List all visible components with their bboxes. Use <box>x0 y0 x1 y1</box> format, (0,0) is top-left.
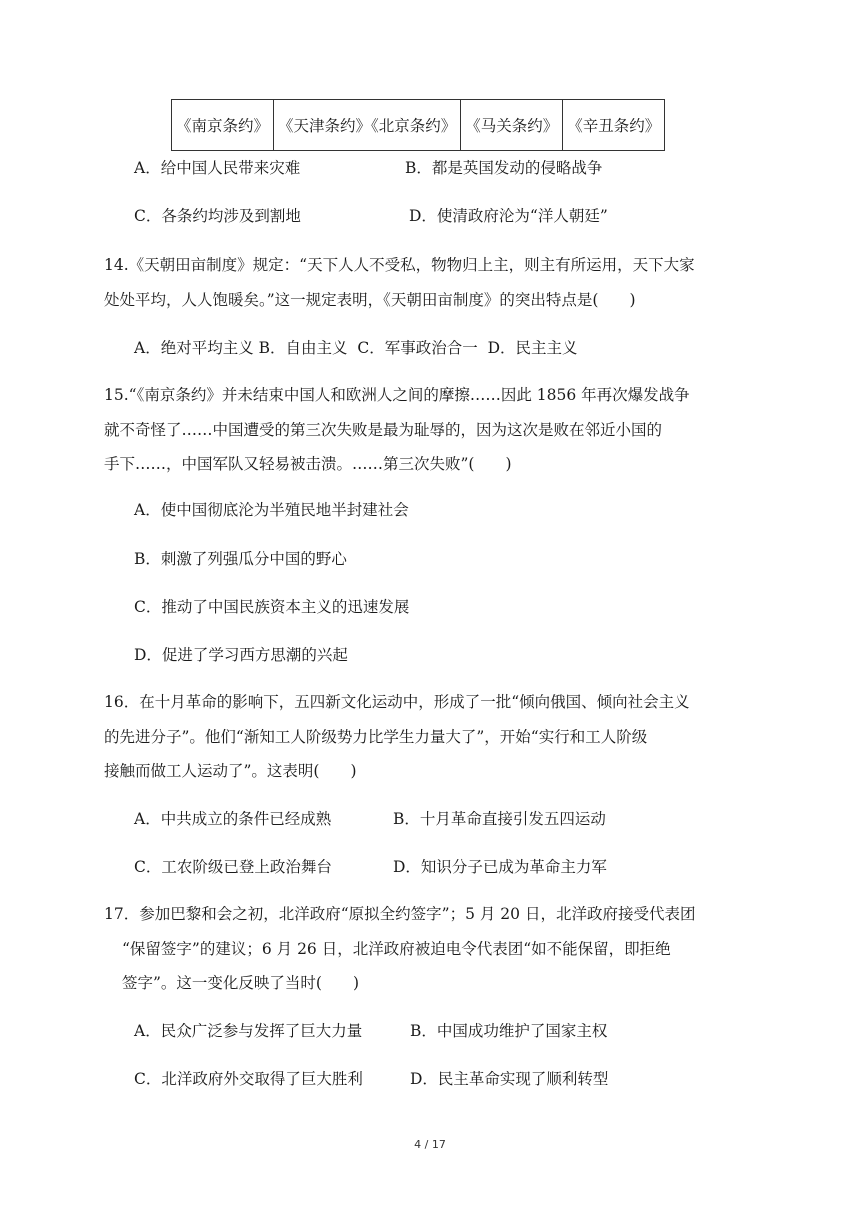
q17-stem-line-1: 17．参加巴黎和会之初，北洋政府“原拟全约签字”；5 月 20 日，北洋政府接受代表团 <box>104 905 696 923</box>
q15-option-c: C．推动了中国民族资本主义的迅速发展 <box>134 598 410 616</box>
table-cell: 《辛丑条约》 <box>563 100 665 151</box>
q16-option-d: D．知识分子已成为革命主力军 <box>393 858 607 876</box>
q17-option-d: D．民主革命实现了顺利转型 <box>410 1070 609 1088</box>
q13-option-d: D．使清政府沦为“洋人朝廷” <box>409 207 608 225</box>
q15-stem-line-2: 就不奇怪了……中国遭受的第三次失败是最为耻辱的，因为这次是败在邻近小国的 <box>104 421 663 439</box>
q17-option-c: C．北洋政府外交取得了巨大胜利 <box>134 1070 363 1088</box>
q14-options: A．绝对平均主义 B．自由主义 C．军事政治合一 D．民主主义 <box>134 339 578 357</box>
q14-stem-line-1: 14.《天朝田亩制度》规定：“天下人人不受私，物物归上主，则主有所运用，天下大家 <box>104 256 695 274</box>
table-cell: 《南京条约》 <box>172 100 274 151</box>
q17-option-b: B．中国成功维护了国家主权 <box>410 1022 608 1040</box>
q15-option-d: D．促进了学习西方思潮的兴起 <box>134 646 348 664</box>
q16-stem-line-2: 的先进分子”。他们“渐知工人阶级势力比学生力量大了”，开始“实行和工人阶级 <box>104 728 648 746</box>
treaty-table <box>171 99 665 151</box>
q16-stem-line-3: 接触而做工人运动了”。这表明( ) <box>104 762 357 780</box>
q16-option-c: C．工农阶级已登上政治舞台 <box>134 858 332 876</box>
q17-stem-line-2: “保留签字”的建议；6 月 26 日，北洋政府被迫电令代表团“如不能保留，即拒绝 <box>122 940 671 958</box>
table-row <box>172 100 665 151</box>
q15-stem-line-3: 手下……，中国军队又轻易被击溃。……第三次失败”( ) <box>104 455 512 473</box>
page-number: 4 / 17 <box>414 1138 446 1151</box>
q13-option-b: B．都是英国发动的侵略战争 <box>405 159 603 177</box>
q16-stem-line-1: 16．在十月革命的影响下，五四新文化运动中，形成了一批“倾向俄国、倾向社会主义 <box>104 693 690 711</box>
q15-option-a: A．使中国彻底沦为半殖民地半封建社会 <box>134 501 409 519</box>
q13-option-a: A．给中国人民带来灾难 <box>134 159 301 177</box>
q16-option-b: B．十月革命直接引发五四运动 <box>393 810 606 828</box>
table-cell: 《马关条约》 <box>461 100 563 151</box>
q15-stem-line-1: 15.“《南京条约》并未结束中国人和欧洲人之间的摩擦……因此 1856 年再次爆发战争 <box>104 386 690 404</box>
q16-option-a: A．中共成立的条件已经成熟 <box>134 810 332 828</box>
q15-option-b: B．刺激了列强瓜分中国的野心 <box>134 550 347 568</box>
q14-stem-line-2: 处处平均，人人饱暖矣。”这一规定表明，《天朝田亩制度》的突出特点是( ) <box>104 291 636 309</box>
q17-option-a: A．民众广泛参与发挥了巨大力量 <box>134 1022 363 1040</box>
table-cell: 《天津条约》《北京条约》 <box>274 100 461 151</box>
q13-option-c: C．各条约均涉及到割地 <box>134 207 301 225</box>
q17-stem-line-3: 签字”。这一变化反映了当时( ) <box>122 974 360 992</box>
